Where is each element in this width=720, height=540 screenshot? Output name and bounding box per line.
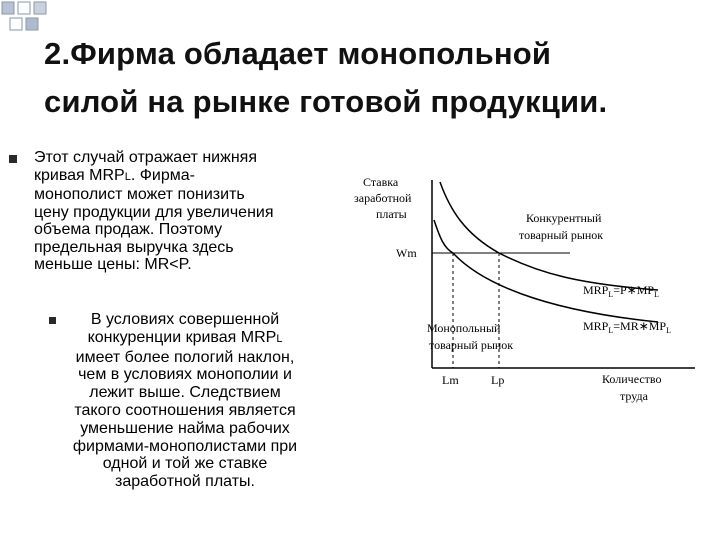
main-line <box>34 204 344 222</box>
sub-line-text: В условиях совершенной <box>90 311 280 328</box>
sub-line <box>40 329 330 349</box>
competitive-market-label-2: товарный рынок <box>519 228 604 242</box>
lower-curve-label <box>583 319 671 335</box>
main-line-text: цену продукции для увеличения <box>34 203 274 221</box>
slide-title <box>44 30 704 126</box>
main-line-text: Этот случай отражает нижняя <box>34 149 257 166</box>
wage-label: Wm <box>396 246 417 260</box>
bullet-square-icon <box>9 155 17 163</box>
main-line <box>34 239 344 257</box>
upper-curve-label-b: =P∗MP <box>613 283 655 297</box>
main-line <box>34 149 344 167</box>
upper-curve-label <box>583 283 659 299</box>
main-bullet-text <box>34 149 344 274</box>
y-axis-label-2: заработной <box>354 191 412 205</box>
sub-line <box>40 311 330 329</box>
lower-curve-label-a: MRP <box>583 319 609 333</box>
subscript-l: L <box>124 170 131 183</box>
lower-curve-label-b: =MR∗MP <box>613 319 667 333</box>
main-line-text: меньше цены: MR<P. <box>34 256 192 273</box>
main-line <box>34 256 344 274</box>
main-line-text: . Фирма- <box>130 166 195 184</box>
main-line-text: предельная выручка здесь <box>34 238 234 256</box>
lower-curve-sub2: L <box>666 326 671 335</box>
lower-curve-sub: L <box>608 326 614 335</box>
monopoly-market-label-2: товарный рынок <box>429 338 514 352</box>
labor-market-diagram <box>340 170 710 415</box>
sub-line: чем в условиях монополии и <box>78 366 292 384</box>
main-line-text: кривая MRP <box>34 166 125 184</box>
y-axis-label-3: платы <box>376 207 407 221</box>
tick-lm: Lm <box>442 373 459 387</box>
title-line-1: 2.Фирма обладает монопольной <box>44 36 552 71</box>
sub-line: заработной платы. <box>114 473 255 491</box>
title-line-2: силой на рынке готовой продукции. <box>44 84 608 119</box>
sub-line: фирмами-монополистами при <box>72 437 298 455</box>
sub-line: одной и той же ставке <box>102 455 268 473</box>
upper-curve-sub2: L <box>654 290 659 299</box>
x-axis-label-2: труда <box>620 389 648 403</box>
sub-line: такого соотношения является <box>74 401 296 419</box>
upper-curve-sub: L <box>608 290 614 299</box>
competitive-market-label-1: Конкурентный <box>526 211 602 225</box>
y-axis-label-1: Ставка <box>363 175 399 189</box>
sub-line: имеет более пологий наклон, <box>75 348 295 366</box>
x-axis-label-1: Количество <box>602 372 662 386</box>
subscript-l: L <box>276 332 283 345</box>
sub-bullet-text <box>40 311 330 491</box>
sub-line: лежит выше. Следствием <box>89 384 281 402</box>
main-line <box>34 167 344 187</box>
upper-curve-label-a: MRP <box>583 283 609 297</box>
main-line-text: объема продаж. Поэтому <box>34 221 223 238</box>
main-line-text: монополист может понизить <box>34 186 245 203</box>
main-line <box>34 186 344 204</box>
tick-lp: Lp <box>491 373 505 387</box>
sub-line: уменьшение найма рабочих <box>80 419 290 437</box>
monopoly-market-label-1: Монопольный <box>427 321 501 335</box>
sub-line-text: конкуренции кривая MRP <box>87 328 277 346</box>
main-line <box>34 221 344 239</box>
